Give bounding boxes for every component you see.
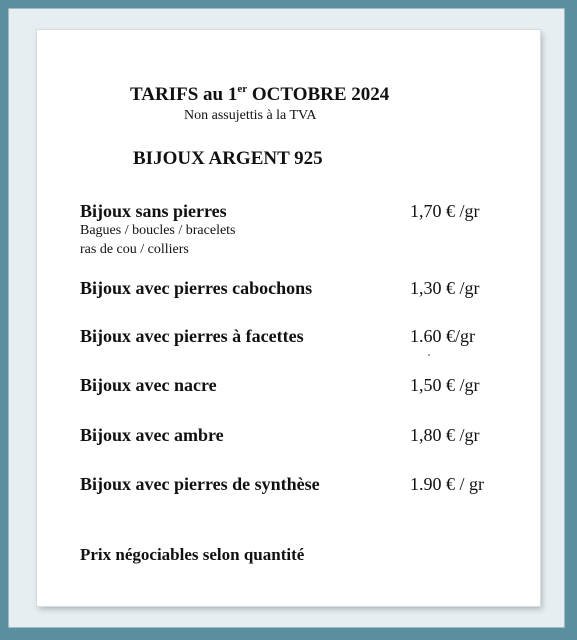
title-prefix: TARIFS au 1 bbox=[130, 84, 238, 105]
title-superscript: er bbox=[237, 83, 248, 95]
section-title: BIJOUX ARGENT 925 bbox=[133, 148, 323, 169]
item-description bbox=[80, 221, 236, 259]
item-price: 1.60 €/gr bbox=[410, 326, 475, 346]
item-description-line: ras de cou / colliers bbox=[80, 242, 189, 257]
item-price: 1,70 € /gr bbox=[410, 201, 480, 221]
item-name-sans-pierres: Bijoux sans pierres bbox=[80, 201, 227, 221]
item-price: 1.90 € / gr bbox=[410, 474, 484, 494]
title-suffix: OCTOBRE 2024 bbox=[247, 84, 390, 105]
item-name-nacre: Bijoux avec nacre bbox=[80, 375, 217, 395]
item-name-cabochons: Bijoux avec pierres cabochons bbox=[80, 278, 313, 298]
vat-note: Non assujettis à la TVA bbox=[184, 108, 317, 123]
footer-note: Prix négociables selon quantité bbox=[80, 545, 305, 564]
item-price: 1,30 € /gr bbox=[410, 278, 480, 298]
item-price: 1,50 € /gr bbox=[410, 375, 480, 395]
item-name-ambre: Bijoux avec ambre bbox=[80, 425, 224, 445]
item-price: 1,80 € /gr bbox=[410, 425, 480, 445]
item-description-line: Bagues / boucles / bracelets bbox=[80, 223, 236, 238]
item-name-synthese: Bijoux avec pierres de synthèse bbox=[80, 474, 320, 494]
page-title bbox=[130, 84, 389, 106]
scan-speck bbox=[428, 354, 430, 356]
item-name-facettes: Bijoux avec pierres à facettes bbox=[80, 326, 304, 346]
